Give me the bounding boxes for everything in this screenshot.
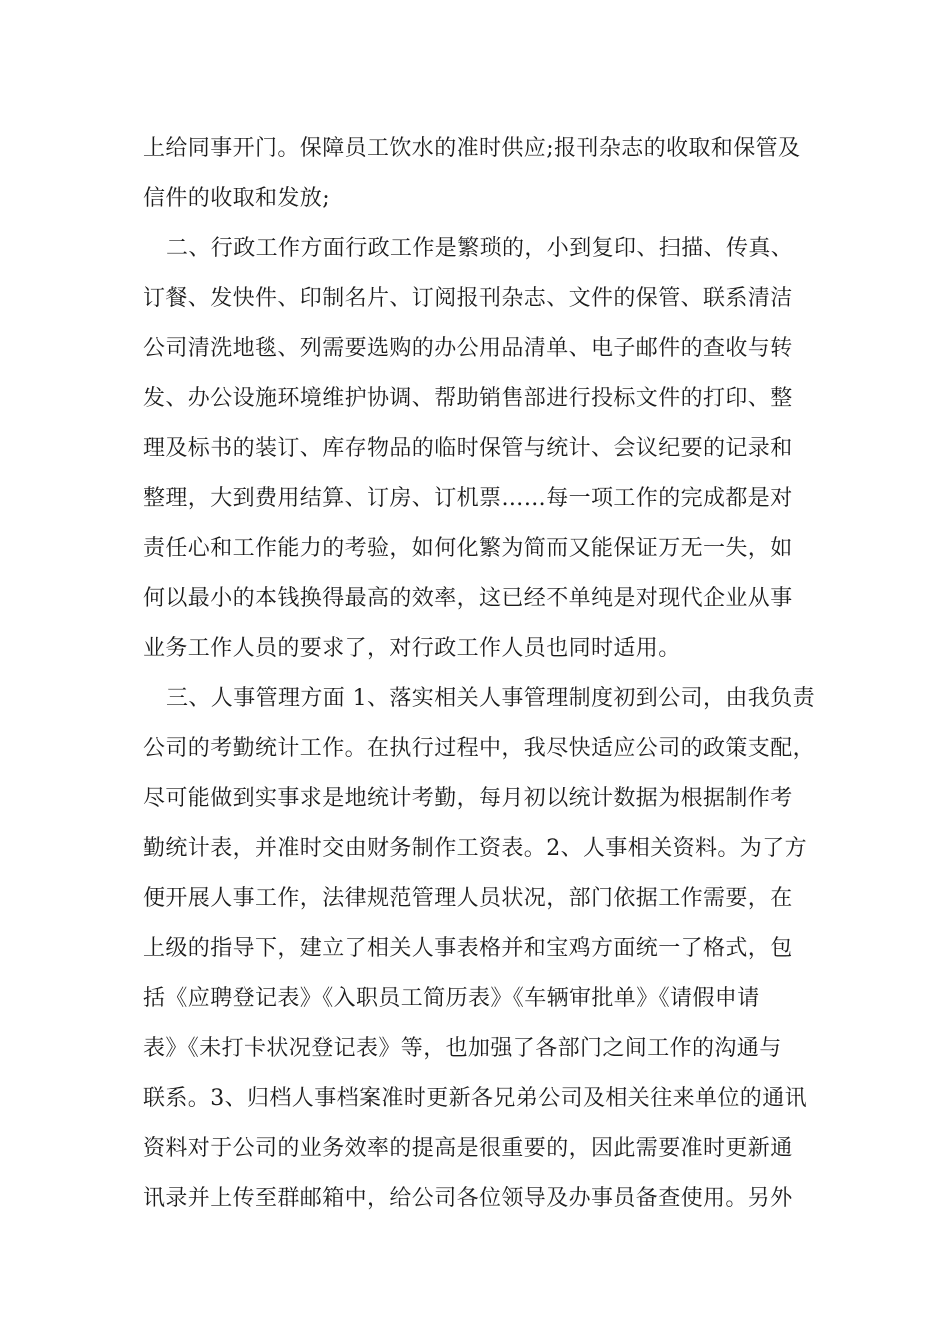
paragraph-start-line: 三、人事管理方面 1、落实相关人事管理制度初到公司，由我负责 xyxy=(166,686,815,711)
text-line: 理及标书的装订、库存物品的临时保管与统计、会议纪要的记录和 xyxy=(143,436,793,461)
text-line: 上级的指导下，建立了相关人事表格并和宝鸡方面统一了格式，包 xyxy=(143,936,793,961)
text-line: 便开展人事工作，法律规范管理人员状况，部门依据工作需要，在 xyxy=(143,886,793,911)
paragraph-start-line: 二、行政工作方面行政工作是繁琐的，小到复印、扫描、传真、 xyxy=(166,236,794,261)
text-line: 整理，大到费用结算、订房、订机票……每一项工作的完成都是对 xyxy=(143,486,793,511)
text-line: 何以最小的本钱换得最高的效率，这已经不单纯是对现代企业从事 xyxy=(143,586,793,611)
text-line: 联系。3、归档人事档案准时更新各兄弟公司及相关往来单位的通讯 xyxy=(143,1086,807,1111)
text-line: 责任心和工作能力的考验，如何化繁为简而又能保证万无一失，如 xyxy=(143,536,793,561)
text-line: 业务工作人员的要求了，对行政工作人员也同时适用。 xyxy=(143,636,681,661)
text-line: 发、办公设施环境维护协调、帮助销售部进行投标文件的打印、整 xyxy=(143,386,793,411)
text-line: 括《应聘登记表》《入职员工简历表》《车辆审批单》《请假申请 xyxy=(143,986,760,1011)
text-line: 讯录并上传至群邮箱中，给公司各位领导及办事员备查使用。另外 xyxy=(143,1186,793,1211)
text-line: 上给同事开门。保障员工饮水的准时供应;报刊杂志的收取和保管及 xyxy=(143,136,801,161)
text-line: 勤统计表，并准时交由财务制作工资表。2、人事相关资料。为了方 xyxy=(143,836,807,861)
text-line: 公司清洗地毯、列需要选购的办公用品清单、电子邮件的查收与转 xyxy=(143,336,793,361)
text-line: 订餐、发快件、印制名片、订阅报刊杂志、文件的保管、联系清洁 xyxy=(143,286,793,311)
text-line: 尽可能做到实事求是地统计考勤，每月初以统计数据为根据制作考 xyxy=(143,786,793,811)
text-line: 资料对于公司的业务效率的提高是很重要的，因此需要准时更新通 xyxy=(143,1136,793,1161)
text-line: 公司的考勤统计工作。在执行过程中，我尽快适应公司的政策支配， xyxy=(143,736,816,761)
text-line: 信件的收取和发放; xyxy=(143,186,331,211)
text-line: 表》《未打卡状况登记表》等，也加强了各部门之间工作的沟通与 xyxy=(143,1036,782,1061)
